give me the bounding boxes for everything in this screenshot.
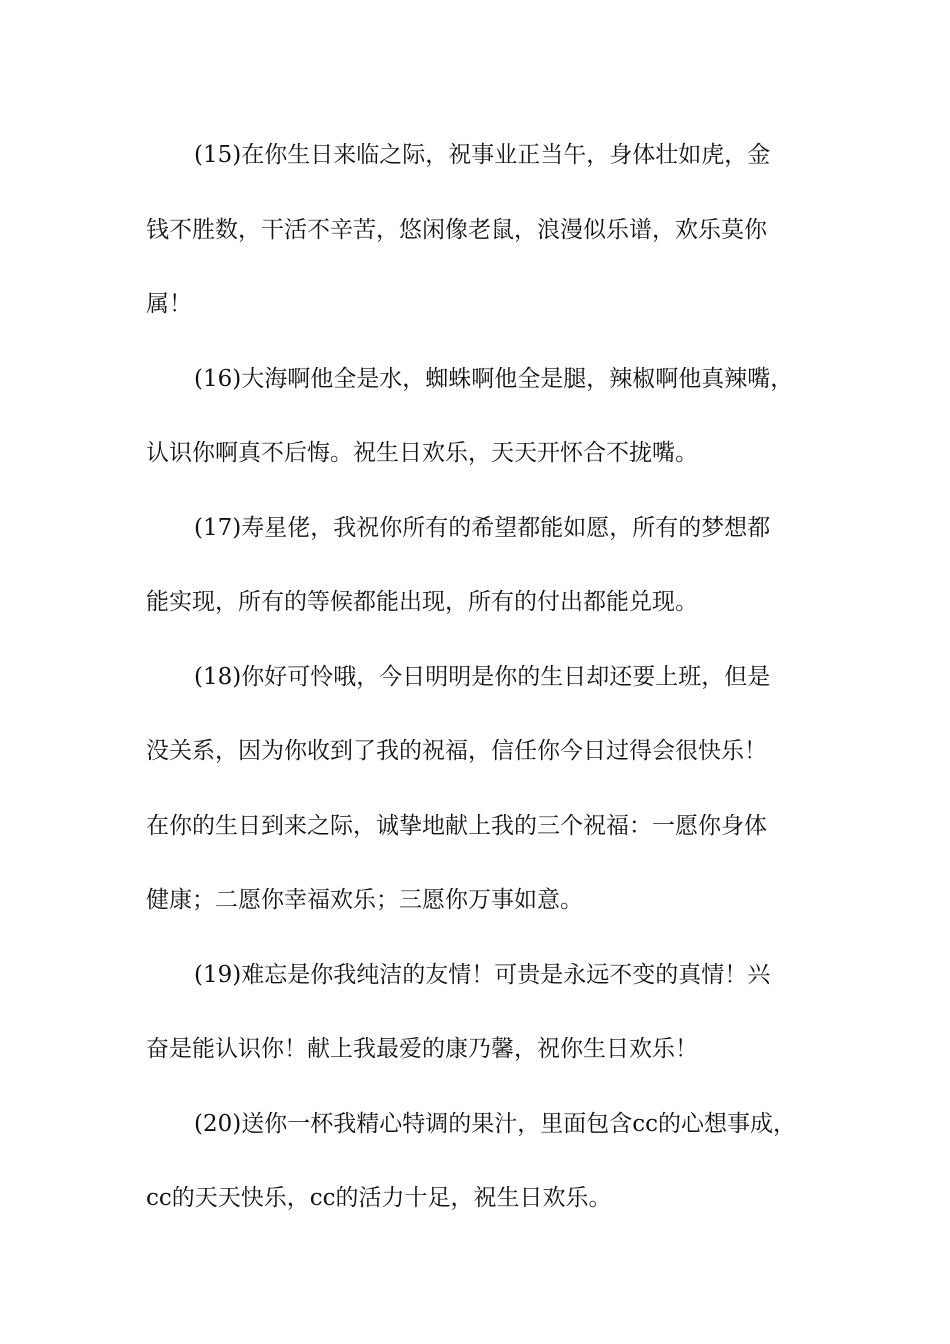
text-line: (16)大海啊他全是水，蜘蛛啊他全是腿，辣椒啊他真辣嘴， [194,365,794,392]
text-line: (17)寿星佬，我祝你所有的希望都能如愿，所有的梦想都 [194,514,771,541]
text-line: (15)在你生日来临之际，祝事业正当午，身体壮如虎，金 [194,142,771,168]
paragraph-18 [146,640,806,789]
text-line: 奋是能认识你！献上我最爱的康乃馨，祝你生日欢乐！ [146,1036,698,1062]
text-line: (19)难忘是你我纯洁的友情！可贵是永远不变的真情！兴 [194,961,771,988]
paragraph-wishes [146,789,806,938]
text-line: 健康；二愿你幸福欢乐；三愿你万事如意。 [146,887,583,913]
paragraph-17 [146,491,806,640]
text-line: 在你的生日到来之际，诚挚地献上我的三个祝福：一愿你身体 [146,812,767,839]
text-line: 钱不胜数，干活不辛苦，悠闲像老鼠，浪漫似乐谱，欢乐莫你 [146,216,767,243]
text-line: cc的天天快乐，cc的活力十足，祝生日欢乐。 [146,1185,612,1211]
document-body [146,118,806,1236]
paragraph-16 [146,342,806,491]
text-line: 认识你啊真不后悔。祝生日欢乐，天天开怀合不拢嘴。 [146,440,698,466]
text-line: 能实现，所有的等候都能出现，所有的付出都能兑现。 [146,589,698,615]
paragraph-20 [146,1087,806,1236]
text-line: (20)送你一杯我精心特调的果汁，里面包含cc的心想事成， [194,1110,796,1137]
paragraph-19 [146,938,806,1087]
text-line: (18)你好可怜哦，今日明明是你的生日却还要上班，但是 [194,663,771,690]
paragraph-15 [146,118,806,342]
text-line: 没关系，因为你收到了我的祝福，信任你今日过得会很快乐！ [146,738,767,764]
text-line: 属！ [146,291,192,317]
